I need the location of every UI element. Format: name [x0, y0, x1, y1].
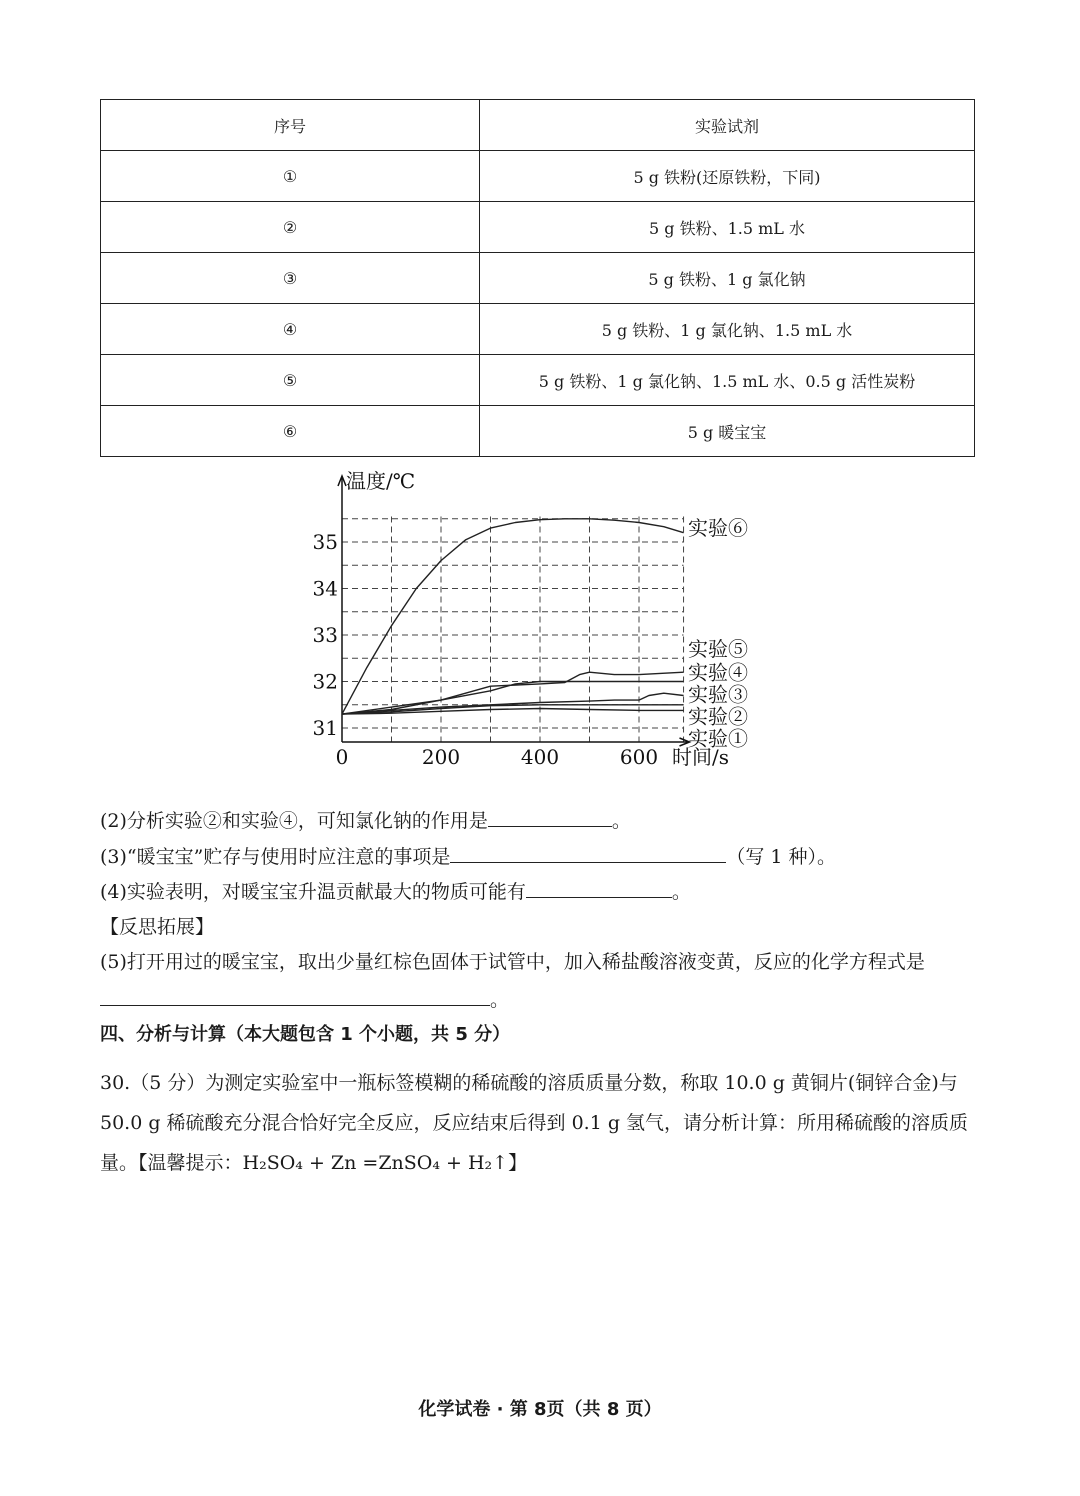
hint-formula: H₂SO₄ + Zn =ZnSO₄ + H₂↑ — [242, 1152, 509, 1174]
row-index: ② — [101, 202, 480, 253]
question-30-text: 30.（5 分）为测定实验室中一瓶标签模糊的稀硫酸的溶质质量分数，称取 10.0 g 黄铜片(铜锌合金)与 50.0 g 稀硫酸充分混合恰好完全反应，反应结束后得到 0.1 g 氢气，请分析计算：所用稀硫酸的溶质质量。 — [100, 1072, 969, 1174]
answer-blank[interactable] — [450, 844, 726, 863]
question-4 — [100, 877, 691, 904]
hint-prefix: 【温馨提示： — [138, 1152, 243, 1174]
section-4-title: 四、分析与计算（本大题包含 1 个小题，共 5 分） — [100, 1024, 511, 1045]
table-row — [101, 406, 975, 457]
row-index: ① — [101, 151, 480, 202]
table-row — [101, 202, 975, 253]
y-tick-label: 32 — [312, 669, 338, 694]
question-3-text: (3)“暖宝宝”贮存与使用时应注意的事项是 — [100, 846, 451, 868]
question-3-end: （写 1 种）。 — [726, 846, 837, 868]
series-label: 实验③ — [688, 682, 748, 707]
row-reagent: 5 g 铁粉、1.5 mL 水 — [480, 202, 975, 253]
row-index: ③ — [101, 253, 480, 304]
series-label: 实验⑤ — [688, 637, 748, 661]
temperature-chart — [310, 468, 780, 773]
col-header-reagent: 实验试剂 — [480, 100, 975, 151]
x-tick-label: 400 — [520, 745, 560, 769]
question-5: (5)打开用过的暖宝宝，取出少量红棕色固体于试管中，加入稀盐酸溶液变黄，反应的化学方程式是 — [100, 951, 925, 973]
y-tick-label: 33 — [312, 623, 338, 648]
series-label: 实验② — [688, 704, 748, 729]
series-label: 实验① — [688, 726, 748, 751]
col-header-index: 序号 — [101, 100, 480, 151]
series-label: 实验④ — [688, 660, 748, 685]
x-tick-label: 200 — [421, 745, 461, 769]
row-reagent: 5 g 铁粉(还原铁粉，下同) — [480, 151, 975, 202]
y-tick-label: 31 — [312, 716, 338, 741]
question-3 — [100, 842, 836, 869]
table-row — [101, 253, 975, 304]
table-header-row — [101, 100, 975, 151]
series-line — [342, 672, 684, 714]
y-tick-label: 34 — [312, 576, 338, 601]
answer-blank[interactable] — [488, 808, 612, 827]
reagent-table — [100, 99, 975, 457]
answer-blank[interactable] — [100, 987, 490, 1006]
question-4-text: (4)实验表明，对暖宝宝升温贡献最大的物质可能有 — [100, 881, 526, 903]
x-tick-label: 0 — [335, 745, 349, 769]
question-4-end: 。 — [671, 881, 691, 903]
question-2-text: (2)分析实验②和实验④，可知氯化钠的作用是 — [100, 810, 488, 832]
row-index: ④ — [101, 304, 480, 355]
page-footer: 化学试卷 · 第 8页（共 8 页） — [418, 1399, 662, 1420]
question-30 — [100, 1063, 980, 1183]
series-label: 实验⑥ — [688, 516, 748, 541]
answer-blank[interactable] — [526, 879, 672, 898]
question-2-end: 。 — [611, 810, 631, 832]
table-row — [101, 304, 975, 355]
table-row — [101, 355, 975, 406]
hint-suffix: 】 — [508, 1152, 528, 1174]
row-reagent: 5 g 暖宝宝 — [480, 406, 975, 457]
x-tick-label: 600 — [619, 745, 659, 769]
question-5-answer-line — [100, 985, 509, 1012]
row-reagent: 5 g 铁粉、1 g 氯化钠、1.5 mL 水 — [480, 304, 975, 355]
table-row — [101, 151, 975, 202]
reflect-title: 【反思拓展】 — [100, 916, 215, 938]
y-axis-label: 温度/℃ — [346, 469, 416, 493]
y-tick-label: 35 — [312, 530, 338, 555]
row-reagent: 5 g 铁粉、1 g 氯化钠 — [480, 253, 975, 304]
x-axis-label: 时间/s — [672, 745, 730, 769]
row-index: ⑤ — [101, 355, 480, 406]
row-reagent: 5 g 铁粉、1 g 氯化钠、1.5 mL 水、0.5 g 活性炭粉 — [480, 355, 975, 406]
row-index: ⑥ — [101, 406, 480, 457]
question-2 — [100, 806, 631, 833]
question-5-end: 。 — [490, 989, 510, 1011]
